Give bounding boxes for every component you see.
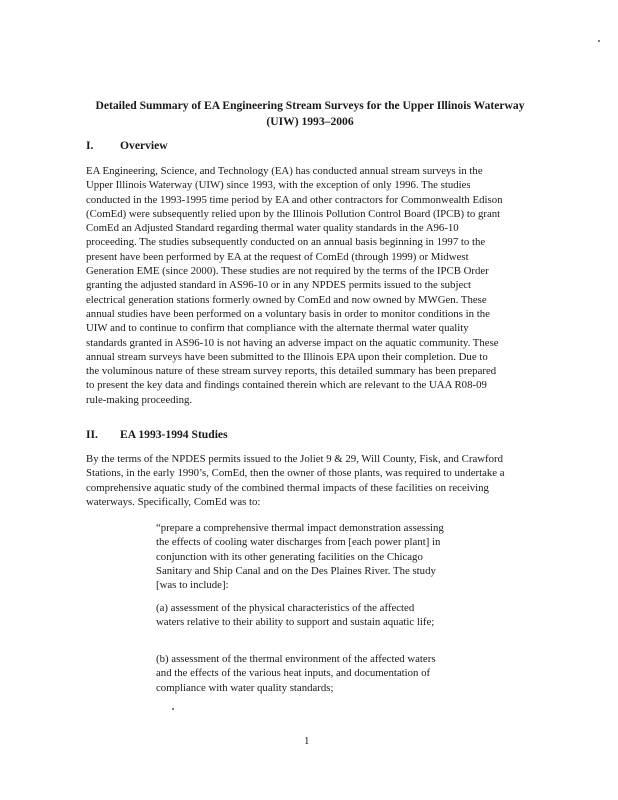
paragraph-line: waterways. Specifically, ComEd was to: [86,495,261,508]
paragraph-line: conducted in the 1993-1995 time period by EA and other contractors for Commonwealth Edison [86,193,503,206]
section-number: I. [86,139,94,152]
section-number: II. [86,428,98,441]
studies-paragraph [86,452,526,509]
overview-paragraph [86,164,526,407]
paragraph-line: UIW and to continue to confirm that compliance with the alternate thermal water quality [86,322,469,335]
paragraph-line: Generation EME (since 2000). These studies are not required by the terms of the IPCB Order [86,265,489,278]
quote-block-intro [156,521,486,592]
section-heading-text: Overview [120,139,168,152]
paragraph-line: ComEd an Adjusted Standard regarding thermal water quality standards in the A96-10 [86,222,459,235]
paragraph-line: to present the key data and findings contained therein which are relevant to the UAA R08-09 [86,379,487,392]
quote-line: Sanitary and Ship Canal and on the Des Plaines River. The study [156,564,436,577]
title-line-1: Detailed Summary of EA Engineering Stream Surveys for the Upper Illinois Waterway [95,99,525,112]
paragraph-line: Upper Illinois Waterway (UIW) since 1993, with the exception of only 1996. The studies [86,179,471,192]
quote-line: conjunction with its other generating facilities on the Chicago [156,550,423,563]
paragraph-line: (ComEd) were subsequently relied upon by the Illinois Pollution Control Board (IPCB) to grant [86,207,501,220]
paragraph-line: annual stream surveys have been submitted to the Illinois EPA upon their completion. Due to [86,350,488,363]
paragraph-line: the voluminous nature of these stream survey reports, this detailed summary has been prepared [86,365,497,378]
quote-block-item-a [156,601,486,630]
section-heading-text: EA 1993-1994 Studies [120,428,228,441]
quote-block-item-b [156,652,486,695]
quote-line: the effects of cooling water discharges from [each power plant] in [156,536,441,549]
paragraph-line: annual studies have been performed on a voluntary basis in order to monitor conditions in the [86,307,490,320]
paragraph-line: proceeding. The studies subsequently conducted on an annual basis beginning in 1997 to the [86,236,486,249]
quote-line: “prepare a comprehensive thermal impact demonstration assessing [156,522,444,534]
quote-line: compliance with water quality standards; [156,681,334,694]
quote-line: (b) assessment of the thermal environment of the affected waters [156,653,436,665]
paragraph-line: rule-making proceeding. [86,393,193,406]
page-number: 1 [304,735,310,747]
paragraph-line: present have been performed by EA at the request of ComEd (through 1999) or Midwest [86,250,469,263]
title-line-2: (UIW) 1993–2006 [266,115,354,128]
quote-line: and the effects of the various heat inputs, and documentation of [156,667,431,680]
section-heading-studies [86,427,228,443]
paragraph-line: standards granted in AS96-10 is not having an adverse impact on the aquatic community. These [86,336,499,349]
document-title [80,98,540,130]
paragraph-line: granting the adjusted standard in AS96-10 or in any NPDES permits issued to the subject [86,279,472,292]
paragraph-line: comprehensive aquatic study of the combined thermal impacts of these facilities on receiving [86,481,489,494]
section-heading-overview [86,138,168,154]
paragraph-line: By the terms of the NPDES permits issued to the Joliet 9 & 29, Will County, Fisk, and Crawford [86,453,504,465]
quote-line: waters relative to their ability to support and sustain aquatic life; [156,616,435,629]
quote-line: (a) assessment of the physical characteristics of the affected [156,602,415,614]
paragraph-line: Stations, in the early 1990’s, ComEd, then the owner of those plants, was required to undertake a [86,467,505,480]
scan-speck [172,708,174,710]
paragraph-line: electrical generation stations formerly owned by ComEd and now owned by MWGen. These [86,293,487,306]
paragraph-line: EA Engineering, Science, and Technology (EA) has conducted annual stream surveys in the [86,165,483,177]
scan-speck [598,40,600,42]
quote-line: [was to include]: [156,579,229,592]
